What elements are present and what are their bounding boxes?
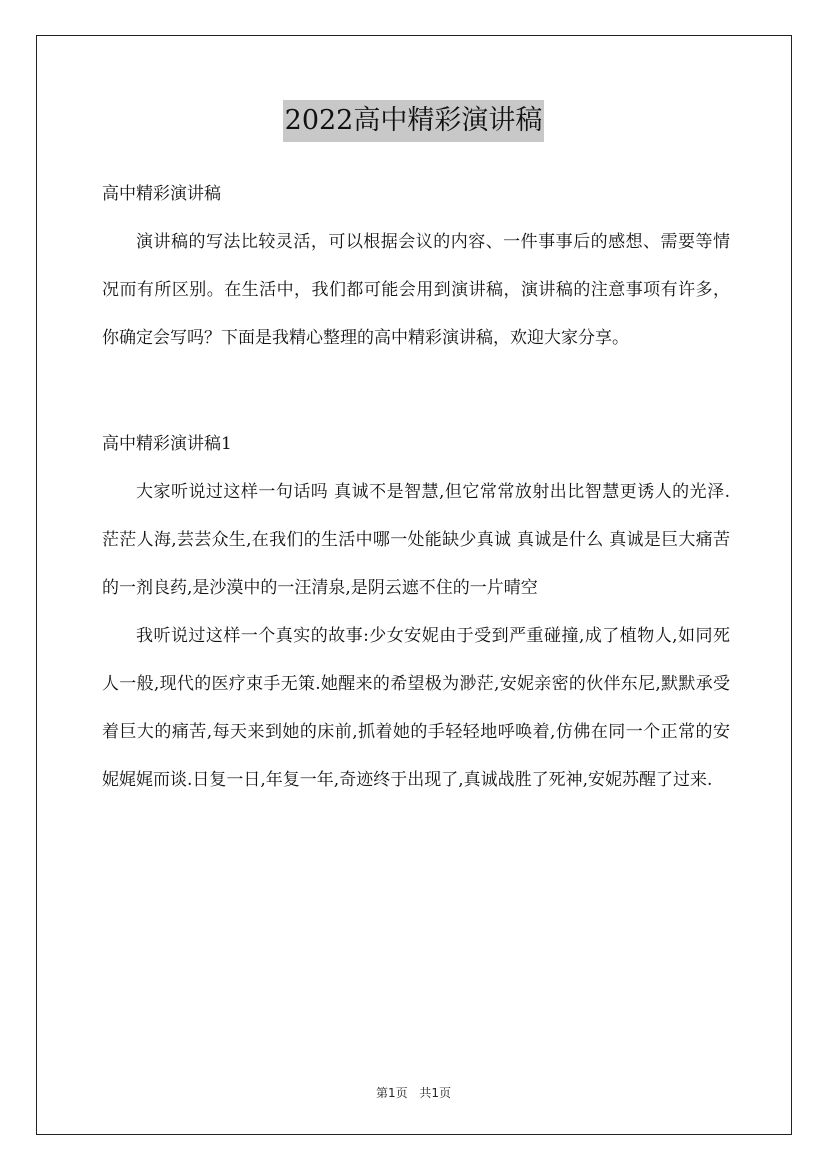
section-1-paragraph-2: 我听说过这样一个真实的故事:少女安妮由于受到严重碰撞,成了植物人,如同死人一般,现代的医疗束手无策.她醒来的希望极为渺茫,安妮亲密的伙伴东尼,默默承受着巨大的痛苦,每天来到她的床前,抓着她的手轻轻地呼唤着,仿佛在同一个正常的安妮娓娓而谈.日复一日,年复一年,奇迹终于出现了,真诚战胜了死神,安妮苏醒了过来. (102, 626, 730, 790)
section-spacer (102, 362, 730, 420)
page-total: 共1页 (419, 1086, 452, 1100)
title-container (0, 100, 827, 142)
document-title: 2022高中精彩演讲稿 (283, 100, 545, 142)
page-number: 第1页 (375, 1086, 408, 1100)
intro-paragraph: 演讲稿的写法比较灵活，可以根据会议的内容、一件事事后的感想、需要等情况而有所区别。在生活中，我们都可能会用到演讲稿，演讲稿的注意事项有许多，你确定会写吗？下面是我精心整理的高中精彩演讲稿，欢迎大家分享。 (102, 232, 730, 348)
document-body (102, 170, 730, 804)
page-footer (0, 1084, 827, 1101)
section-1-heading: 高中精彩演讲稿1 (102, 434, 232, 454)
section-1-paragraph-1: 大家听说过这样一句话吗 真诚不是智慧,但它常常放射出比智慧更诱人的光泽.茫茫人海,芸芸众生,在我们的生活中哪一处能缺少真诚 真诚是什么 真诚是巨大痛苦的一剂良药,是沙漠中的一汪清泉,是阴云遮不住的一片晴空 (102, 482, 730, 598)
subtitle-heading: 高中精彩演讲稿 (102, 184, 221, 204)
